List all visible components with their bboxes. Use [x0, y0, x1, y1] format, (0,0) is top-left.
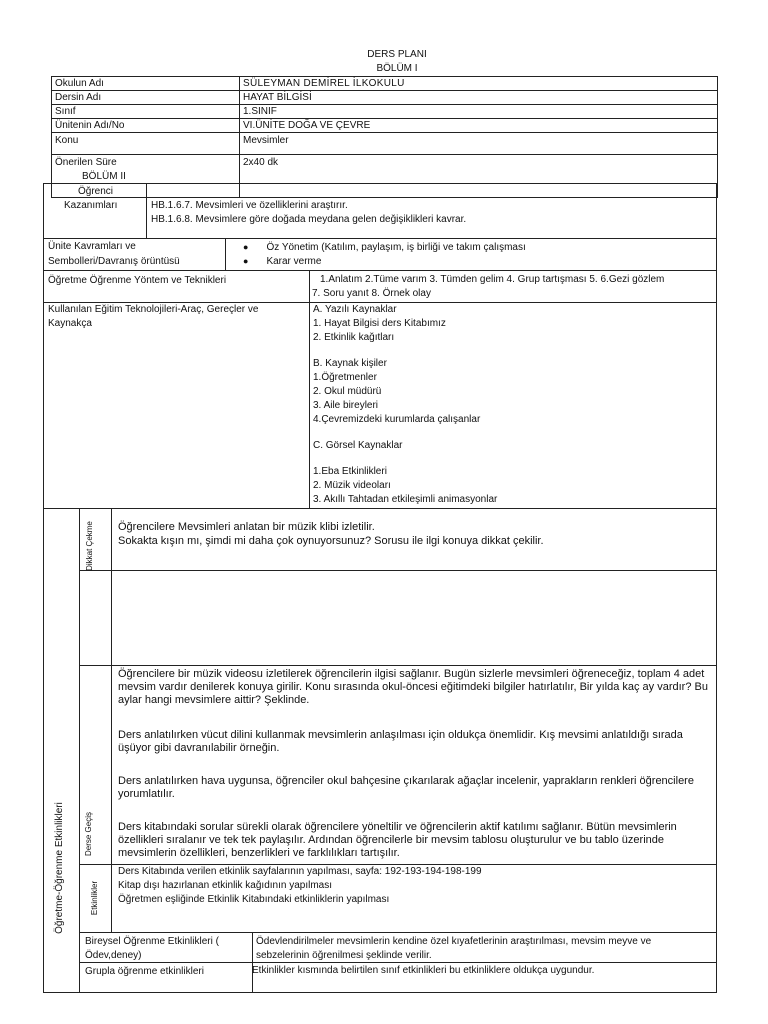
document-title: DERS PLANI: [367, 49, 427, 60]
gudulme-label: [83, 612, 95, 672]
dikkat-line-2: Sokakta kışın mı, şimdi mi daha çok oynuyorsunuz? Sorusu ile ilgi konuya dikkat çekilir.: [118, 535, 544, 547]
etkinlik-label: Etkinlikler: [90, 880, 99, 916]
kavram-item-2: ● Karar verme: [243, 256, 322, 267]
ders-gecis-paragraph-3: Ders anlatılırken hava uygunsa, öğrenciler okul bahçesine çıkarılarak ağaçlar incelenir, yaprakların renkleri öğrencilere yorumlatılır.: [118, 775, 694, 800]
dikkat-label: Dikkat Çekme: [85, 521, 94, 571]
grup-label: Grupla öğrenme etkinlikleri: [85, 966, 204, 977]
info-value-duration: 2x40 dk: [243, 157, 279, 168]
info-value-unit: VI.ÜNİTE DOĞA VE ÇEVRE: [243, 120, 371, 131]
etkinlikler-side-label: Öğretme-Öğrenme Etkinlikleri: [54, 802, 65, 934]
section-one-title: BÖLÜM I: [376, 63, 418, 74]
info-label-class: Sınıf: [55, 106, 76, 117]
ders-gecis-paragraph-4: Ders kitabındaki sorular sürekli olarak öğrencilere yöneltilir ve öğrencilerin aktif katılımı sağlanır. Bütün mevsimlerin özellikleri sıralanır ve tek tek paylaşılır. Ardından öğrencilerle bir mevsim tablosu oluşturulur ve bu tablo üzerinde mevsimlerin özellikleri, benzerlikleri ve farklılıkları tartışılır.: [118, 821, 677, 859]
etkinlik-line-3: Öğretmen eşliğinde Etkinlik Kitabındaki etkinliklerin yapılması: [118, 894, 390, 905]
section-two-title: BÖLÜM II: [82, 171, 126, 182]
etkinlik-line-2: Kitap dışı hazırlanan etkinlik kağıdının yapılması: [118, 880, 333, 891]
yontem-line-2: 7. Soru yanıt 8. Örnek olay: [312, 288, 431, 299]
kavram-label-2: Sembolleri/Davranış örüntüsü: [48, 256, 180, 267]
etkinlik-line-1: Ders Kitabında verilen etkinlik sayfalarının yapılması, sayfa: 192-193-194-198-199: [118, 866, 482, 877]
bireysel-line-1: Ödevlendirilmeler mevsimlerin kendine özel kıyafetlerinin araştırılması, mevsim meyve ve: [256, 936, 652, 947]
info-value-school: SÜLEYMAN DEMİREL İLKOKULU: [243, 78, 405, 89]
kavram-item-1: ● Öz Yönetim (Katılım, paylaşım, iş birliği ve takım çalışması: [243, 242, 526, 253]
kaynak-line: C. Görsel Kaynaklar: [313, 440, 403, 451]
dikkat-line-1: Öğrencilere Mevsimleri anlatan bir müzik klibi izletilir.: [118, 521, 375, 533]
info-label-school: Okulun Adı: [55, 78, 104, 89]
kaynak-label: Kullanılan Eğitim Teknolojileri-Araç, Gereçler ve: [48, 304, 259, 315]
info-value-topic: Mevsimler: [243, 135, 289, 146]
kaynak-line: 4.Çevremizdeki kurumlarda çalışanlar: [313, 414, 481, 425]
info-label-topic: Konu: [55, 135, 79, 146]
kaynak-line: 2. Etkinlik kağıtları: [313, 332, 395, 343]
info-label-course: Dersin Adı: [55, 92, 102, 103]
kazanim-line-1: HB.1.6.7. Mevsimleri ve özelliklerini araştırır.: [151, 200, 348, 211]
kaynak-line: 3. Aile bireyleri: [313, 400, 379, 411]
info-label-duration: Önerilen Süre: [55, 157, 117, 168]
kaynak-line: 1.Öğretmenler: [313, 372, 377, 383]
kaynak-line: 2. Okul müdürü: [313, 386, 382, 397]
kaynak-line: B. Kaynak kişiler: [313, 358, 387, 369]
kaynak-line: 1.Eba Etkinlikleri: [313, 466, 387, 477]
kaynak-line: A. Yazılı Kaynaklar: [313, 304, 397, 315]
kaynak-line: 3. Akıllı Tahtadan etkileşimli animasyonlar: [313, 494, 498, 505]
info-value-class: 1.SINIF: [243, 106, 277, 117]
grup-text: Etkinlikler kısmında belirtilen sınıf etkinlikleri bu etkinliklere oldukça uygundur.: [252, 965, 595, 976]
bireysel-line-2: sebzelerinin öğrenilmesi şeklinde verilir.: [256, 950, 432, 961]
kazanim-label: Öğrenci: [78, 186, 114, 197]
kaynak-label-2: Kaynakça: [48, 318, 92, 329]
kazanim-line-2: HB.1.6.8. Mevsimlere göre doğada meydana gelen değişiklikleri kavrar.: [151, 214, 467, 225]
info-table: [51, 76, 718, 198]
yontem-line-1: 1.Anlatım 2.Tüme varım 3. Tümden gelim 4. Grup tartışması 5. 6.Gezi gözlem: [320, 274, 665, 285]
info-label-unit: Ünitenin Adı/No: [55, 120, 125, 131]
info-value-course: HAYAT BİLGİSİ: [243, 92, 312, 103]
ders-gecis-label: Derse Geçiş: [84, 812, 93, 857]
kazanim-label-2: Kazanımları: [64, 200, 118, 211]
bireysel-label: Bireysel Öğrenme Etkinlikleri (: [85, 936, 219, 947]
ders-gecis-paragraph-1: Öğrencilere bir müzik videosu izletilerek öğrencilerin ilgisi sağlanır. Bugün sizlerle mevsimleri öğreneceğiz, toplam 4 adet mevsim vardır denilerek konuya girilir. Konu sırasında okul-öncesi eğitimdeki bilgiler hatırlatılır, Bir yılda kaç ay vardır? Bu aylar hangi mevsimlere aittir? Şeklinde.: [118, 668, 708, 706]
kavram-label: Ünite Kavramları ve: [48, 241, 136, 252]
kaynak-line: 1. Hayat Bilgisi ders Kitabımız: [313, 318, 446, 329]
bireysel-label-2: Ödev,deney): [85, 950, 142, 961]
yontem-label: Öğretme Öğrenme Yöntem ve Teknikleri: [48, 275, 227, 286]
ders-gecis-paragraph-2: Ders anlatılırken vücut dilini kullanmak mevsimlerin anlaşılması için oldukça önemlidir. Kış mevsimi anlatıldığı sırada üşüyor gibi davranılabilir örneğin.: [118, 729, 683, 754]
kaynak-line: 2. Müzik videoları: [313, 480, 391, 491]
